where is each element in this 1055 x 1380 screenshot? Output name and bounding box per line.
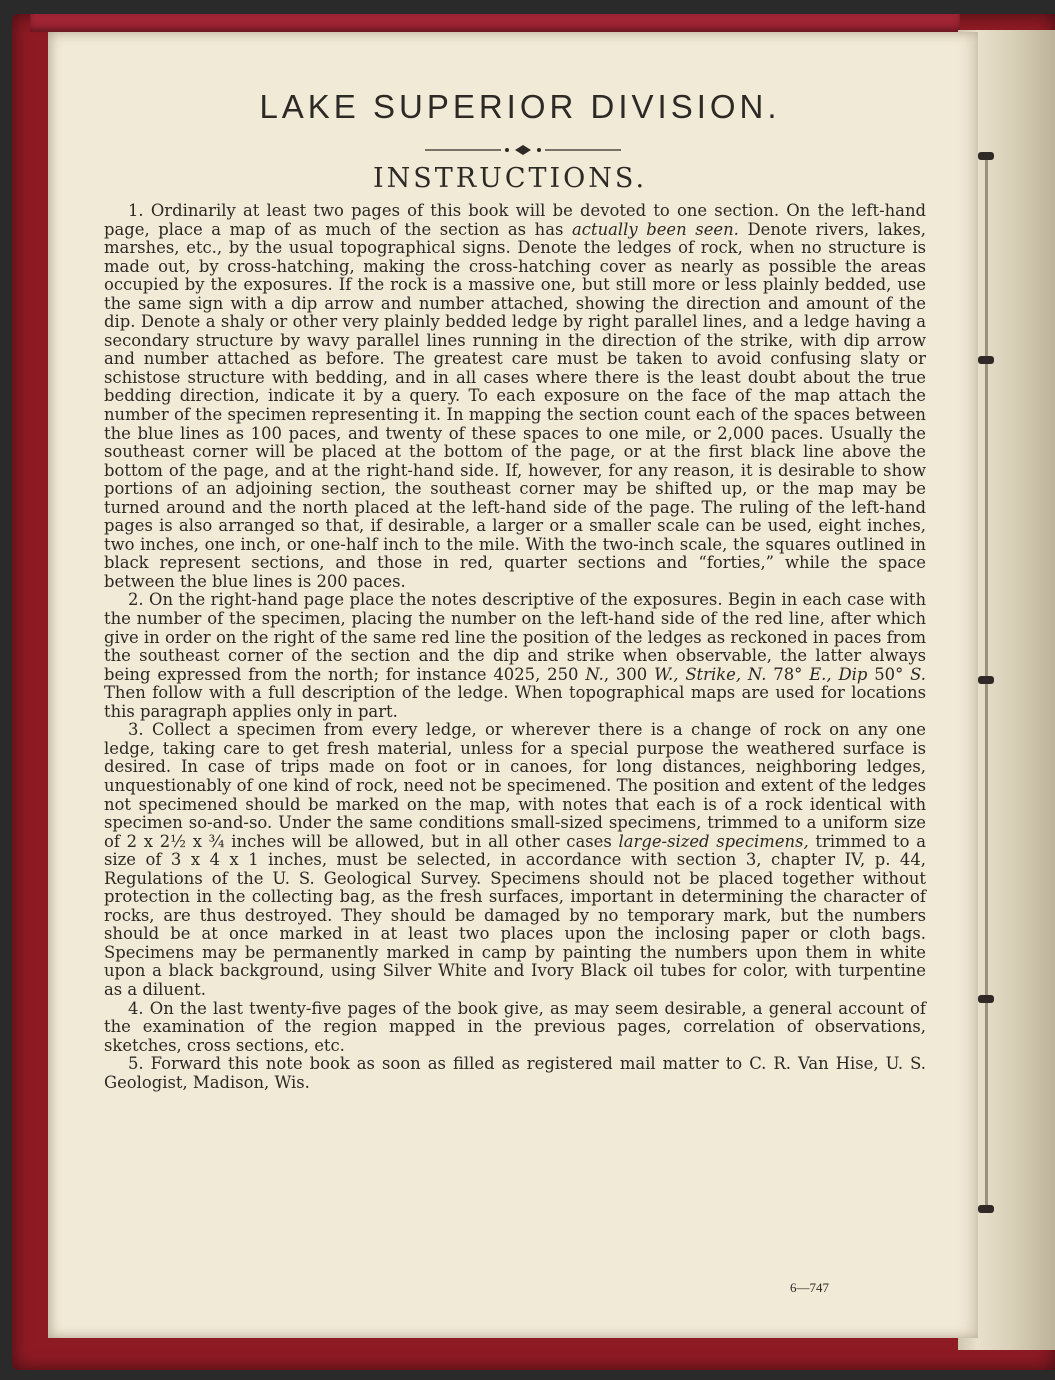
instructions-body xyxy=(104,202,926,1092)
paragraph-text: 50° xyxy=(867,664,911,684)
instruction-paragraph-4 xyxy=(104,1000,926,1056)
section-title: INSTRUCTIONS. xyxy=(372,163,648,194)
paragraph-text: 78° xyxy=(766,664,810,684)
paragraph-text: 4. On the last twenty-five pages of the book give, as may seem desirable, a general account of the examination of the region mapped in the previous pages, correlation of observations, sketches, cross sections, etc. xyxy=(104,998,926,1055)
emphasis-text: E., Dip xyxy=(809,664,868,684)
stitch-mark xyxy=(978,356,994,364)
instruction-paragraph-2 xyxy=(104,591,926,721)
stitch-mark xyxy=(978,676,994,684)
stitch-mark xyxy=(978,1205,994,1213)
paragraph-text: 2. On the right-hand page place the notes descriptive of the exposures. Begin in each case with the number of the specimen, placing the number on the left-hand side of the red line, after which give in order on the right of the same red line the position of the ledges as reckoned in paces from the southeast corner of the section and the dip and strike when observable, the latter always being expressed from the north; for instance 4025, 250 xyxy=(104,590,926,684)
emphasis-text: N. xyxy=(585,664,604,684)
paragraph-text: Denote rivers, lakes, marshes, etc., by the usual topographical signs. Denote the ledges of rock, when no structure is made out, by cross-hatching, making the cross-hatching cover as nearly as possible the areas occupied by the exposures. If the rock is a massive one, but still more or less plainly bedded, use the same sign with a dip arrow and number attached, showing the direction and amount of the dip. Denote a shaly or other very plainly bedded ledge by right parallel lines, and a ledge having a secondary structure by wavy parallel lines running in the direction of the strike, with dip arrow and number attached as before. The greatest care must be taken to avoid confusing slaty or schistose structure with bedding, and in all cases where there is the least doubt about the true bedding direction, indicate it by a query. To each exposure on the face of the map attach the number of the specimen representing it. In mapping the section count each of the spaces between the blue lines as 100 paces, and twenty of these spaces to one mile, or 2,000 paces. Usually the southeast corner will be placed at the bottom of the page, or at the first black line above the bottom of the page, and at the right-hand side. If, however, for any reason, it is desirable to show portions of an adjoining section, the southeast corner may be shifted up, or the map may be turned around and the north placed at the left-hand side of the page. The ruling of the left-hand pages is also arranged so that, if desirable, a larger or a smaller scale can be used, eight inches, two inches, one inch, or one-half inch to the mile. With the two-inch scale, the squares outlined in black represent sections, and those in red, quarter sections and “forties,” while the space between the blue lines is 200 paces. xyxy=(104,219,926,591)
ornament-divider xyxy=(425,140,621,160)
paragraph-text: trimmed to a size of 3 x 4 x 1 inches, must be selected, in accordance with section 3, chapter IV, p. 44, Regulations of the U. S. Geological Survey. Specimens should not be placed together without protection in the collecting bag, as the fresh surfaces, important in determining the character of rocks, are thus destroyed. They should be damaged by no temporary mark, but the numbers should be at once marked in at least two places upon the inclosing paper or cloth bags. Specimens may be permanently marked in camp by painting the numbers upon them in white upon a black background, using Silver White and Ivory Black oil tubes for color, with turpentine as a diluent. xyxy=(104,831,926,999)
emphasis-text: W., Strike, N. xyxy=(654,664,767,684)
paragraph-text: , 300 xyxy=(603,664,655,684)
form-number: 6—747 xyxy=(790,1280,829,1295)
page-title: LAKE SUPERIOR DIVISION. xyxy=(259,88,781,125)
paragraph-text: 5. Forward this note book as soon as filled as registered mail matter to C. R. Van Hise, U. S. Geologist, Madison, Wis. xyxy=(104,1054,926,1092)
paragraph-text: 3. Collect a specimen from every ledge, or wherever there is a change of rock on any one ledge, taking care to get fresh material, unless for a special purpose the weathered surface is desired. In case of trips made on foot or in canoes, for long distances, neighboring ledges, unquestionably of one kind of rock, need not be specimened. The position and extent of the ledges not specimened should be marked on the map, with notes that each is of a rock identical with specimen so-and-so. Under the same conditions small-sized specimens, trimmed to a uniform size of 2 x 2½ x ¾ inches will be allowed, but in all other cases xyxy=(104,720,926,851)
emphasis-text: actually been seen. xyxy=(572,219,739,239)
instruction-paragraph-3 xyxy=(104,721,926,999)
emphasis-text: S. xyxy=(910,664,926,684)
instruction-paragraph-1 xyxy=(104,202,926,591)
stitching-thread xyxy=(985,160,988,1210)
instruction-paragraph-5 xyxy=(104,1055,926,1092)
stitch-mark xyxy=(978,995,994,1003)
paragraph-text: 1. Ordinarily at least two pages of this book will be devoted to one section. On the left-hand page, place a map of as much of the section as has xyxy=(104,201,926,239)
stitch-mark xyxy=(978,152,994,160)
paragraph-text: Then follow with a full description of the ledge. When topographical maps are used for locations this paragraph applies only in part. xyxy=(104,683,926,721)
emphasis-text: large-sized specimens, xyxy=(618,831,809,851)
cover-top-edge xyxy=(30,14,960,32)
